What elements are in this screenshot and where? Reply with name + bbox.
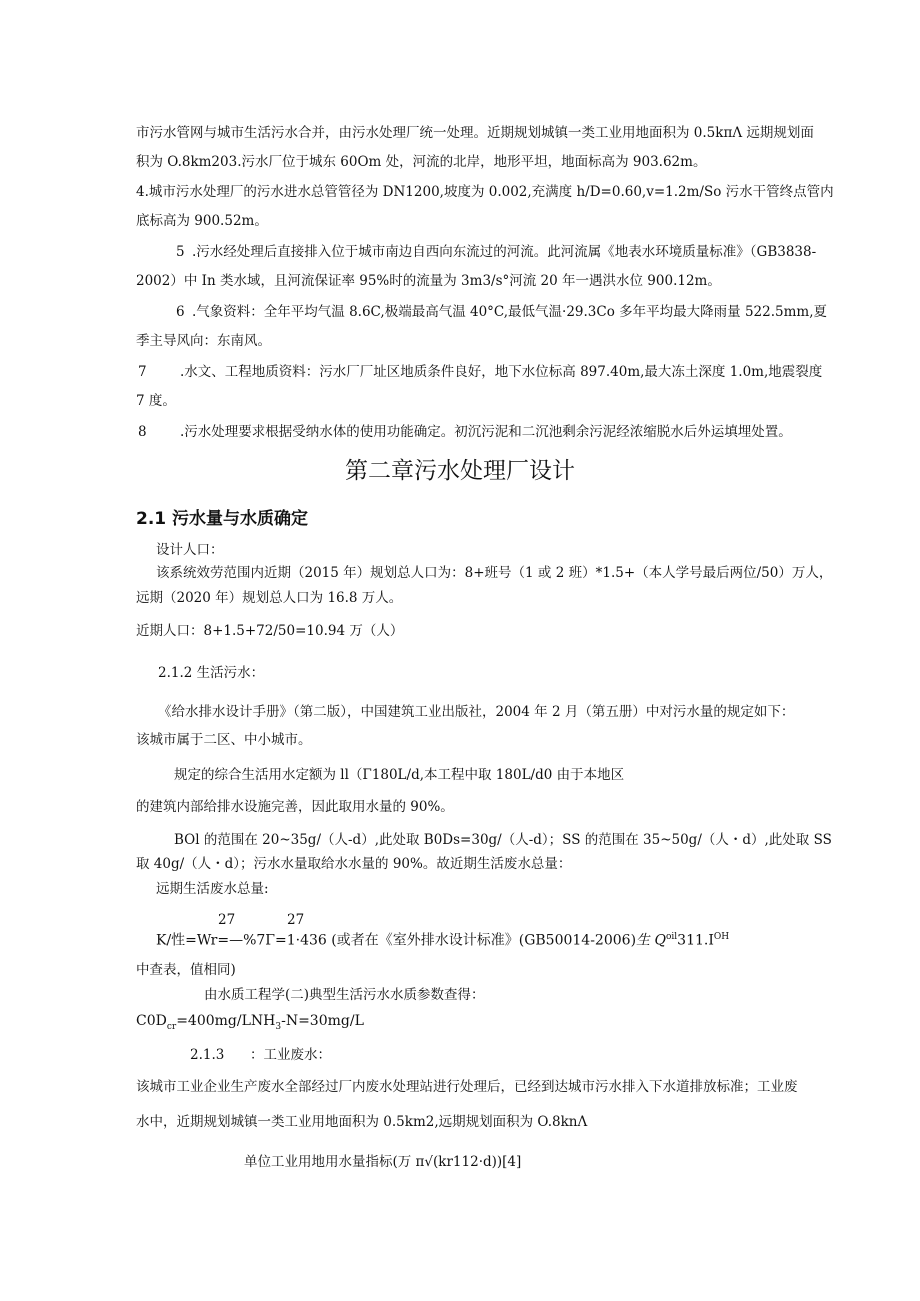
subsection-heading: ：工业废水： xyxy=(250,1047,331,1063)
paragraph-line: 水中，近期规划城镇一类工业用地面积为 0.5km2,远期规划面积为 O.8knΛ xyxy=(136,1114,588,1130)
cod-tail: -N=30mg/L xyxy=(281,1013,364,1029)
paragraph-line: .气象资料：全年平均气温 8.6C,极端最高气温 40°C,最低气温·29.3Co 多年平均最大降雨量 522.5mm,夏 xyxy=(192,304,827,320)
paragraph-line: .污水经处理后直接排入位于城市南边自西向东流过的河流。此河流属《地表水环境质量标准》（GB3838- xyxy=(192,244,817,260)
paragraph-line: 2002）中 In 类水域，且河流保证率 95%时的流量为 3m3/s°河流 20 年一遇洪水位 900.12m。 xyxy=(136,273,721,289)
paragraph-line: 取 40g/（人・d）；污水水量取给水水量的 90%。故近期生活废水总量： xyxy=(136,856,572,872)
paragraph-line: .水文、工程地质资料：污水厂厂址区地质条件良好，地下水位标高 897.40m,最大冻土深度 1.0m,地震裂度 xyxy=(180,364,823,380)
paragraph-line: 积为 O.8km203.污水厂位于城东 60Om 处，河流的北岸，地形平坦，地面标高为 903.62m。 xyxy=(136,154,707,170)
paragraph-line: .污水处理要求根据受纳水体的使用功能确定。初沉污泥和二沉池剩余污泥经浓缩脱水后外运填埋处置。 xyxy=(180,424,792,440)
paragraph-line: 4.城市污水处理厂的污水进水总管管径为 DN1200,坡度为 0.002,充满度 h/D=0.60,v=1.2m/So 污水干管终点管内 xyxy=(136,184,834,200)
paragraph-line: 《给水排水设计手册》（第二版），中国建筑工业出版社，2004 年 2 月（第五册）中对污水量的规定如下： xyxy=(158,704,795,720)
formula-main: K/性=Wr=—%7Γ=1·436 (或者在《室外排水设计标准》(GB50014-2006) xyxy=(156,932,637,949)
list-number: 7 xyxy=(138,364,147,380)
cod-rest: =400mg/LNH xyxy=(176,1013,276,1029)
paragraph-line: 规定的综合生活用水定额为 ll（Γ180L/d,本工程中取 180L/d0 由于本地区 xyxy=(174,767,625,783)
formula-line xyxy=(156,928,729,950)
paragraph-line: 的建筑内部给排水设施完善，因此取用水量的 90%。 xyxy=(136,799,454,815)
paragraph-line: 该城市工业企业生产废水全部经过厂内废水处理站进行处理后，已经到达城市污水排入下水道排放标准；工业废 xyxy=(136,1079,798,1095)
paragraph-line: 底标高为 900.52m。 xyxy=(136,213,268,229)
paragraph-line: 近期人口：8+1.5+72/50=10.94 万（人） xyxy=(136,623,404,639)
cod-subscript: cr xyxy=(166,1021,177,1032)
subsection-number: 2.1.3 xyxy=(190,1047,225,1063)
paragraph-line: 由水质工程学(二)典型生活污水水质参数查得： xyxy=(204,987,485,1003)
nh3-subscript: 3 xyxy=(275,1021,282,1032)
list-number: 6 xyxy=(176,304,185,320)
paragraph-line: 该系统效劳范围内近期（2015 年）规划总人口为：8+班号（1 或 2 班）*1.5+（本人学号最后两位/50）万人， xyxy=(156,565,833,581)
list-number: 5 xyxy=(176,244,185,260)
paragraph-line: 市污水管网与城市生活污水合并，由污水处理厂统一处理。近期规划城镇一类工业用地面积为 0.5kπΛ 远期规划面 xyxy=(136,125,814,141)
formula-italic: 生 Q xyxy=(636,932,666,949)
formula-tail: 311.I xyxy=(677,932,714,949)
paragraph-line: 单位工业用地用水量指标(万 π√(kr112·d))[4] xyxy=(244,1154,522,1170)
section-heading: 2.1 污水量与水质确定 xyxy=(136,509,309,529)
formula-superscript: oil xyxy=(665,932,678,942)
chapter-title: 第二章污水处理厂设计 xyxy=(345,458,575,484)
paragraph-line: 季主导风向：东南风。 xyxy=(136,333,271,349)
paragraph-line: 远期（2020 年）规划总人口为 16.8 万人。 xyxy=(136,590,403,606)
paragraph-line: 远期生活废水总量: xyxy=(156,881,269,897)
paragraph-line: 该城市属于二区、中小城市。 xyxy=(136,732,312,748)
subsection-heading: 2.1.2 生活污水： xyxy=(158,665,265,681)
paragraph-line: BOl 的范围在 20~35g/（人-d）,此处取 B0Ds=30g/（人-d）；SS 的范围在 35~50g/（人・d）,此处取 SS xyxy=(174,832,832,848)
paragraph-line: 设计人口： xyxy=(156,542,224,558)
formula-superscript: OH xyxy=(713,932,730,942)
list-number: 8 xyxy=(138,424,147,440)
paragraph-line: 7 度。 xyxy=(136,393,176,409)
cod-line xyxy=(136,1012,364,1036)
cod-prefix: C0D xyxy=(136,1013,167,1029)
formula-superscript: 27 xyxy=(287,912,305,928)
paragraph-line: 中查表，值相同) xyxy=(136,962,236,978)
formula-superscript: 27 xyxy=(218,912,236,928)
